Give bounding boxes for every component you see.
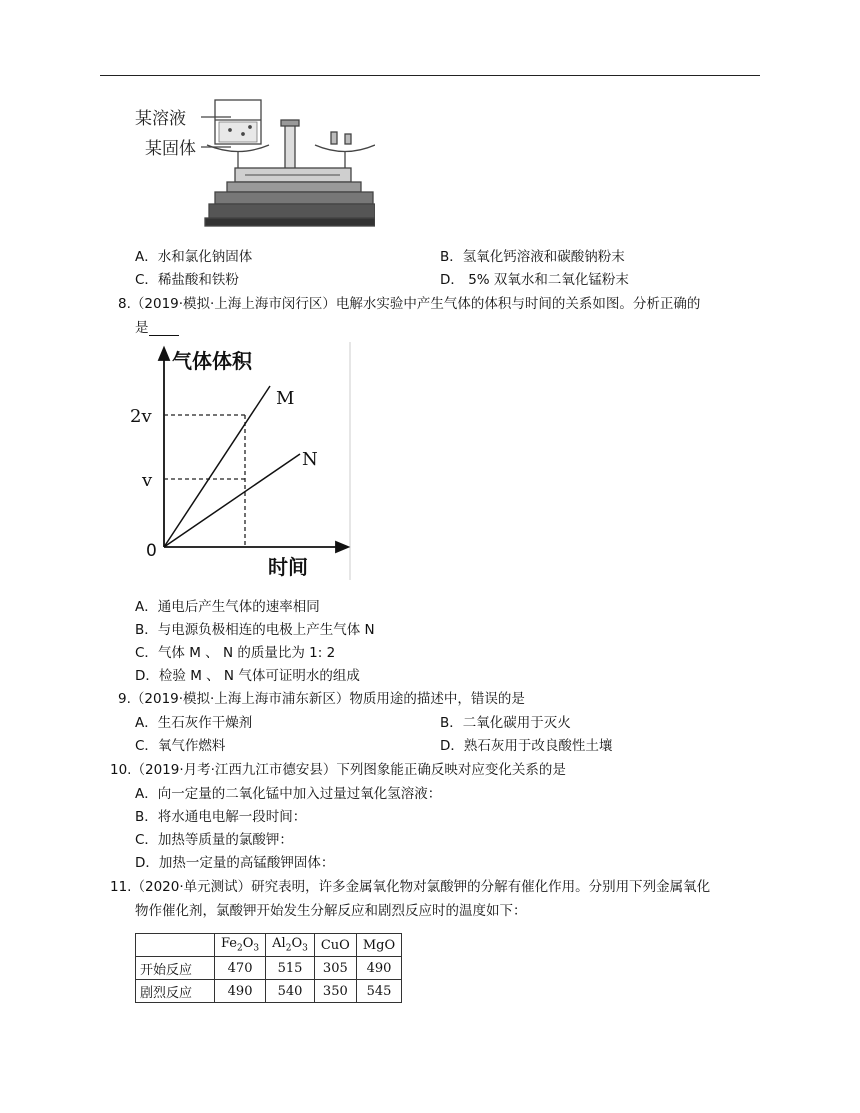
table-row [136,957,402,980]
q7-option-c[interactable] [135,268,239,288]
option-letter: D． [135,855,159,871]
question-9-stem [118,687,525,707]
option-text: 通电后产生气体的速率相同 [157,599,320,615]
q10-option-a[interactable] [135,782,441,802]
label-m: M [276,388,295,409]
option-text: 加热等质量的氯酸钾： [157,832,293,848]
question-text: （2020·单元测试）研究表明，许多金属氧化物对氯酸钾的分解有催化作用。分别用下列金属氧化 [131,879,711,895]
option-text: 与电源负极相连的电极上产生气体 N [157,622,375,638]
option-letter: D． [135,668,159,684]
q10-option-c[interactable] [135,828,293,848]
table-header-cell: $Fe_2O_3$ [215,934,266,957]
option-letter: D． [440,272,464,288]
q9-option-d[interactable] [440,734,612,754]
question-text: （2019·月考·江西九江市德安县）下列图象能正确反映对应变化关系的是 [131,762,566,778]
q9-option-c[interactable] [135,734,225,754]
question-text: 物作催化剂，氯酸钾开始发生分解反应和剧烈反应时的温度如下： [135,903,527,919]
option-letter: C． [135,832,158,848]
option-letter: A． [135,715,158,731]
option-letter: B． [440,715,463,731]
table-header-cell: CuO [314,934,356,957]
label-n: N [302,449,318,470]
table-cell: 515 [266,957,315,980]
option-text: 稀盐酸和铁粉 [157,272,239,288]
option-letter: A． [135,599,158,615]
option-letter: C． [135,738,158,754]
question-number: 9. [118,691,131,707]
q9-option-b[interactable] [440,711,571,731]
tick-v: v [142,470,153,491]
option-text: 气体 M 、 N 的质量比为 1: 2 [157,645,336,661]
table-row-label: 剧烈反应 [136,980,215,1003]
table-cell: 350 [314,980,356,1003]
question-11-stem [110,875,710,895]
catalyst-temperature-table [135,933,402,1003]
table-cell: 545 [356,980,401,1003]
table-corner-cell [136,934,215,957]
table-header-row [136,934,402,957]
option-letter: A． [135,249,158,265]
option-text: 水和氯化钠固体 [157,249,253,265]
question-number: 10. [110,762,132,778]
question-text: （2019·模拟·上海上海市闵行区）电解水实验中产生气体的体积与时间的关系如图。分析正确的 [130,296,701,312]
tick-2v: 2v [130,406,152,427]
option-letter: B． [135,622,158,638]
q7-option-b[interactable] [440,245,625,265]
table-cell: 470 [215,957,266,980]
gas-volume-graph [128,342,353,582]
q7-option-a[interactable] [135,245,252,265]
table-cell: 540 [266,980,315,1003]
option-text: 向一定量的二氧化锰中加入过量过氧化氢溶液： [157,786,442,802]
table-row [136,980,402,1003]
q8-option-a[interactable] [135,595,320,615]
solution-label: 某溶液 [135,109,186,129]
option-text: 熟石灰用于改良酸性土壤 [463,738,613,754]
solid-label: 某固体 [145,139,196,159]
option-text: 检验 M 、 N 气体可证明水的组成 [158,668,360,684]
table-cell: 490 [356,957,401,980]
q8-option-b[interactable] [135,618,375,638]
q8-option-d[interactable] [135,664,360,684]
question-text: （2019·模拟·上海上海市浦东新区）物质用途的描述中，错误的是 [130,691,525,707]
q10-option-b[interactable] [135,805,306,825]
option-text: 加热一定量的高锰酸钾固体： [158,855,335,871]
answer-blank[interactable] [149,321,179,336]
question-number: 11. [110,879,132,895]
question-number: 8. [118,296,131,312]
table-header-cell: MgO [356,934,401,957]
option-text: 5% 双氧水和二氧化锰粉末 [463,272,629,288]
table-header-cell: $Al_2O_3$ [266,934,315,957]
table-row-label: 开始反应 [136,957,215,980]
q7-option-d[interactable] [440,268,629,288]
option-letter: D． [440,738,464,754]
option-letter: C． [135,645,158,661]
option-letter: B． [135,809,158,825]
question-8-stem [118,292,700,312]
origin-label: 0 [146,541,157,561]
question-10-stem [110,758,566,778]
option-text: 生石灰作干燥剂 [157,715,253,731]
option-text: 氢氧化钙溶液和碳酸钠粉末 [462,249,625,265]
x-axis-label: 时间 [268,555,308,579]
question-text: 是 [135,320,149,336]
y-axis-label: 气体体积 [172,349,252,373]
option-letter: C． [135,272,158,288]
option-text: 将水通电电解一段时间： [157,809,307,825]
q10-option-d[interactable] [135,851,334,871]
header-rule [100,75,760,76]
question-11-stem-cont [135,899,527,919]
table-cell: 490 [215,980,266,1003]
option-text: 二氧化碳用于灭火 [462,715,571,731]
balance-figure [135,92,375,230]
question-8-stem-cont [135,316,179,336]
option-text: 氧气作燃料 [157,738,226,754]
option-letter: A． [135,786,158,802]
q8-option-c[interactable] [135,641,335,661]
q9-option-a[interactable] [135,711,252,731]
option-letter: B． [440,249,463,265]
table-cell: 305 [314,957,356,980]
